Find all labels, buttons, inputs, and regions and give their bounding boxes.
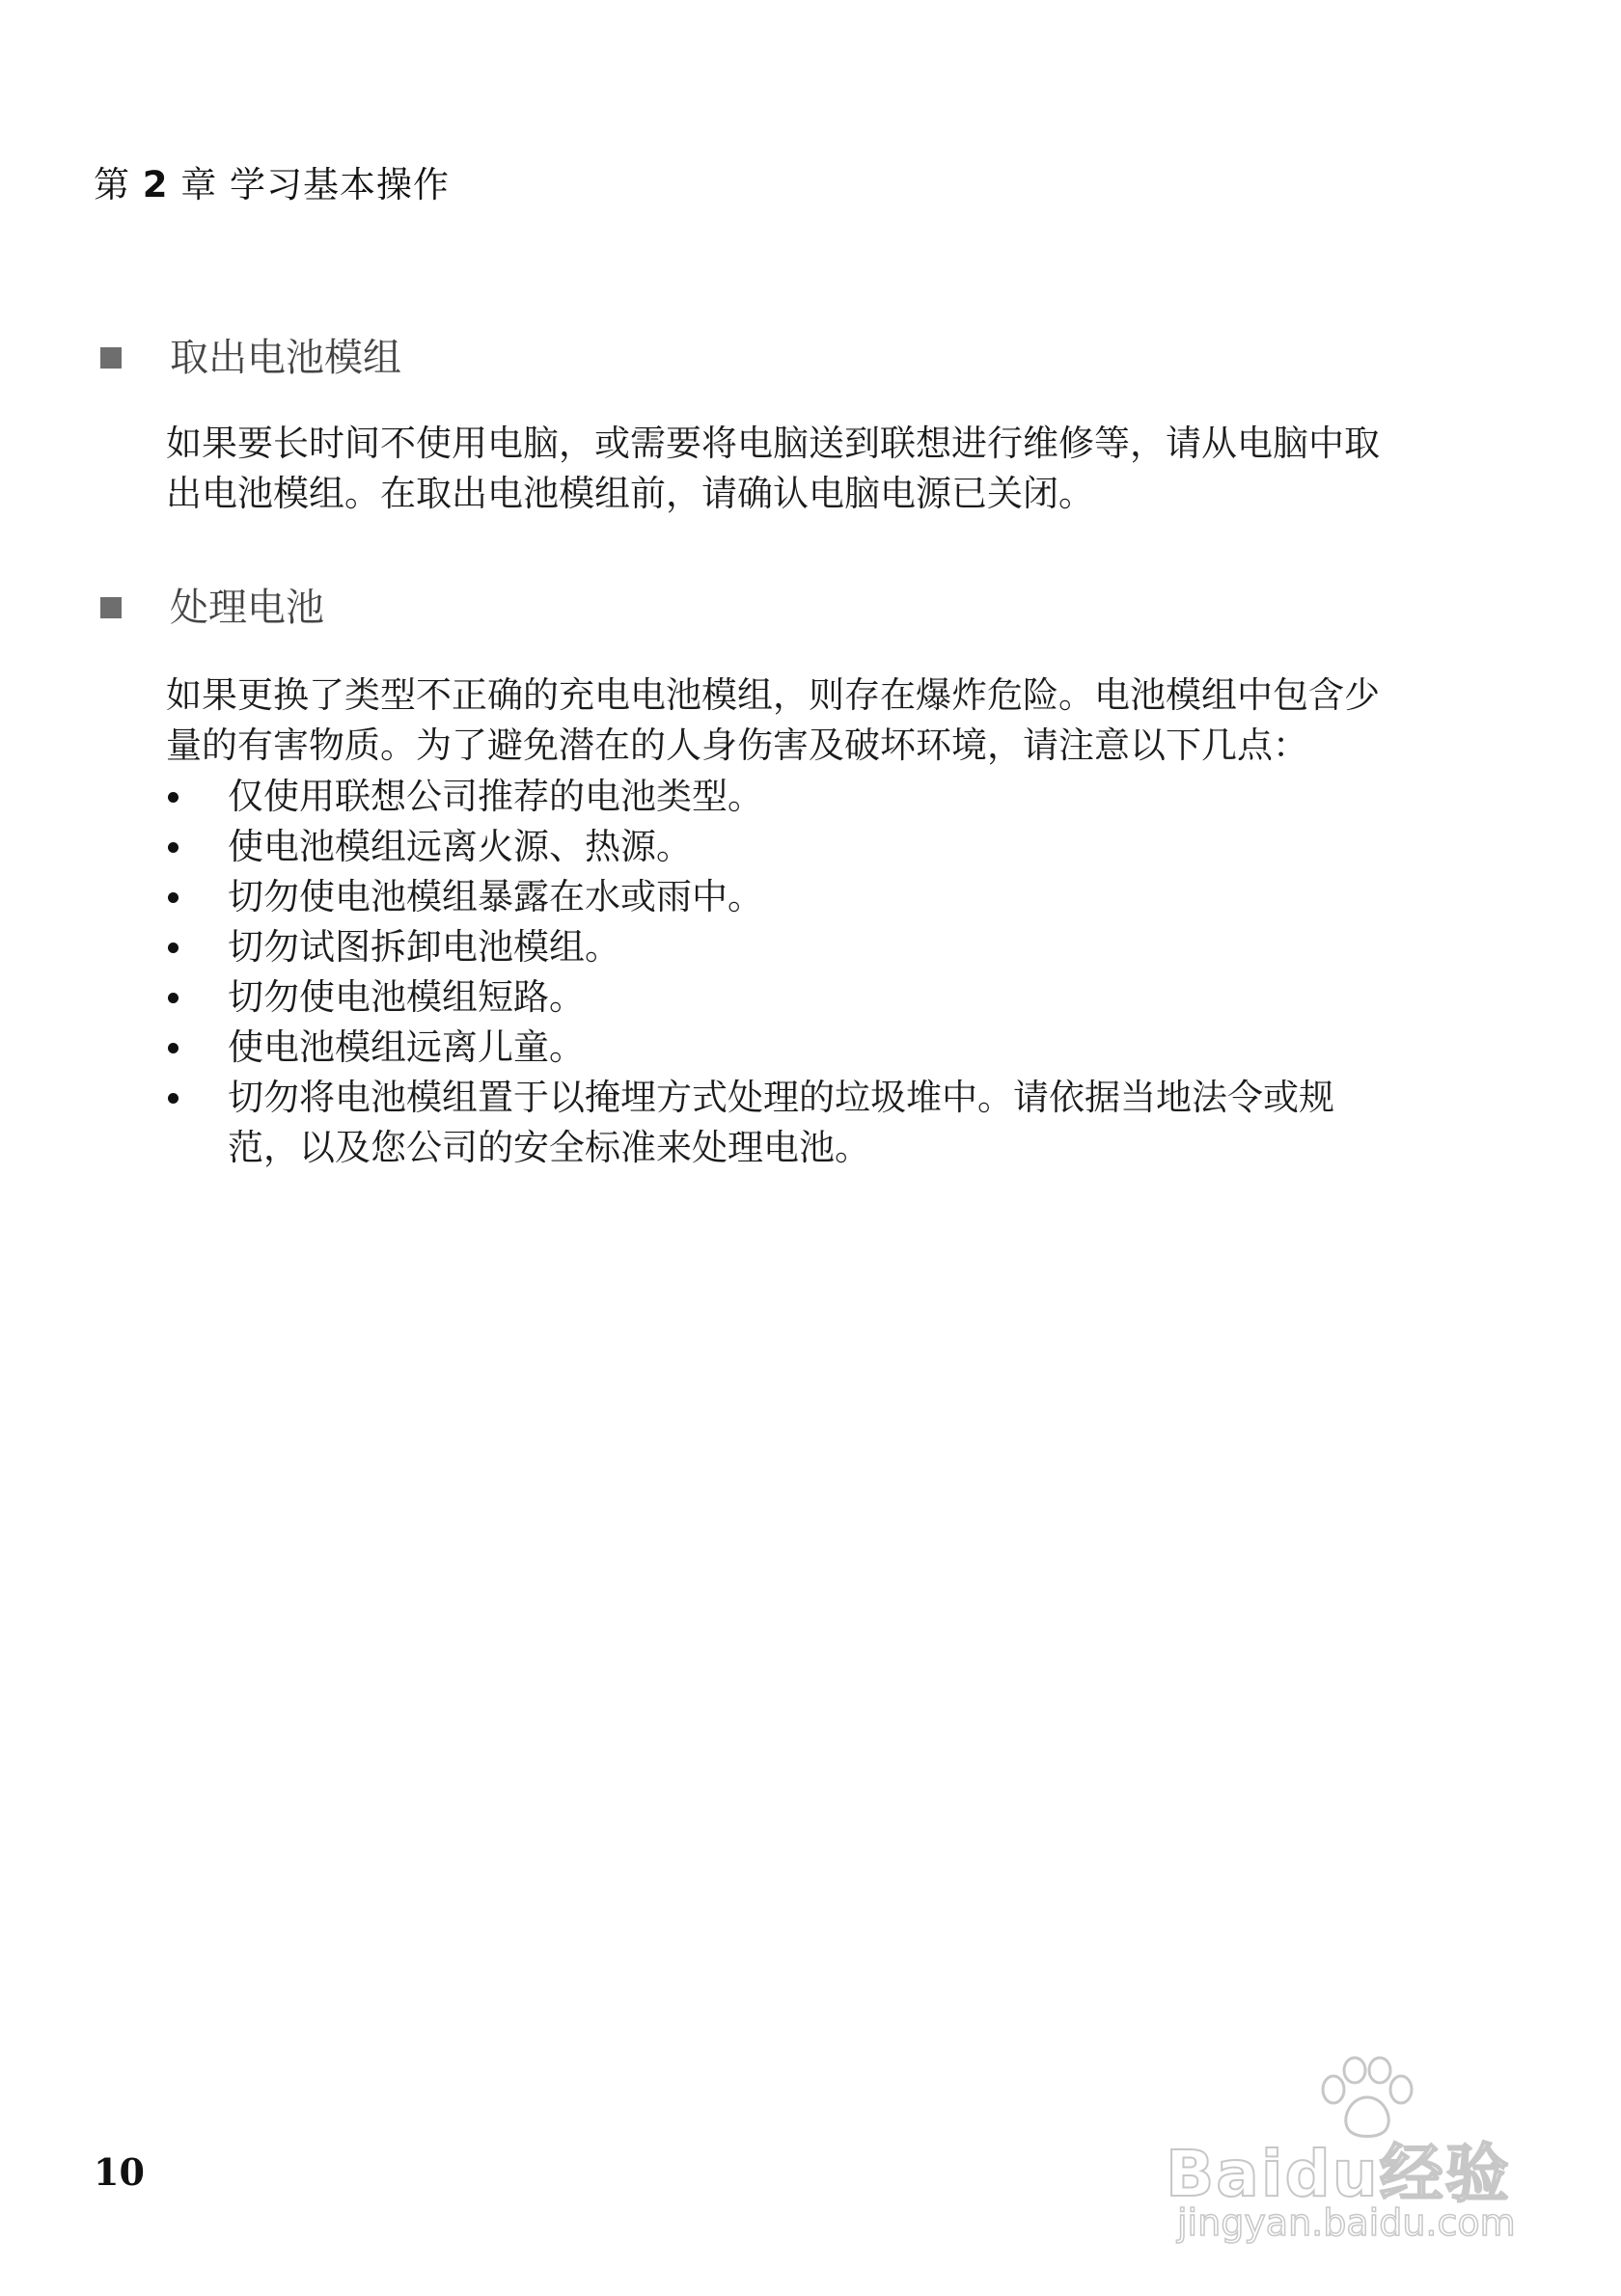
baidu-jingyan-watermark: [1158, 2055, 1563, 2248]
list-item-text-continued: 范，以及您公司的安全标准来处理电池。: [228, 1127, 870, 1168]
list-item: [166, 1073, 1497, 1173]
paragraph-line: 如果更换了类型不正确的充电电池模组，则存在爆炸危险。电池模组中包含少: [166, 674, 1380, 716]
bullet-dot-icon: [168, 842, 179, 853]
list-item-text: 切勿使电池模组短路。: [228, 976, 585, 1018]
chapter-number: 2: [142, 164, 169, 205]
paragraph-line: 如果要长时间不使用电脑，或需要将电脑送到联想进行维修等，请从电脑中取: [166, 423, 1380, 464]
square-bullet-icon: [100, 597, 122, 618]
list-item-text: 切勿将电池模组置于以掩埋方式处理的垃圾堆中。请依据当地法令或规: [228, 1077, 1334, 1118]
bullet-dot-icon: [168, 1043, 179, 1053]
section-heading-text: 处理电池: [170, 586, 324, 630]
list-item: [166, 872, 1497, 922]
chapter-prefix: 第: [94, 164, 130, 205]
list-item-text: 使电池模组远离儿童。: [228, 1026, 585, 1068]
list-item-text: 仅使用联想公司推荐的电池类型。: [228, 776, 763, 817]
list-item-text: 切勿试图拆卸电池模组。: [228, 926, 620, 968]
list-item: [166, 972, 1497, 1023]
paragraph-dispose-battery: [166, 670, 1497, 771]
list-item: [166, 822, 1497, 872]
list-item: [166, 922, 1497, 972]
chapter-title: 章 学习基本操作: [180, 164, 451, 205]
watermark-url: jingyan.baidu.com: [1177, 2201, 1516, 2244]
section-heading-dispose-battery: [100, 583, 324, 633]
chapter-header: [94, 162, 450, 208]
page-number: 10: [94, 2150, 145, 2194]
list-item: [166, 1023, 1497, 1073]
section-heading-remove-battery: [100, 333, 401, 383]
paragraph-line: 出电池模组。在取出电池模组前，请确认电脑电源已关闭。: [166, 473, 1094, 514]
section-heading-text: 取出电池模组: [170, 336, 401, 380]
list-item-text: 使电池模组远离火源、热源。: [228, 826, 692, 867]
paragraph-remove-battery: [166, 419, 1497, 519]
list-item: [166, 772, 1497, 822]
watermark-brand: Baidu经验: [1166, 2137, 1511, 2211]
bullet-dot-icon: [168, 943, 179, 953]
battery-safety-list: [166, 772, 1497, 1173]
bullet-dot-icon: [168, 792, 179, 803]
bullet-dot-icon: [168, 1093, 179, 1104]
bullet-dot-icon: [168, 892, 179, 903]
paragraph-line: 量的有害物质。为了避免潜在的人身伤害及破坏环境，请注意以下几点：: [166, 724, 1308, 766]
bullet-dot-icon: [168, 993, 179, 1003]
list-item-text: 切勿使电池模组暴露在水或雨中。: [228, 876, 763, 917]
square-bullet-icon: [100, 347, 122, 369]
